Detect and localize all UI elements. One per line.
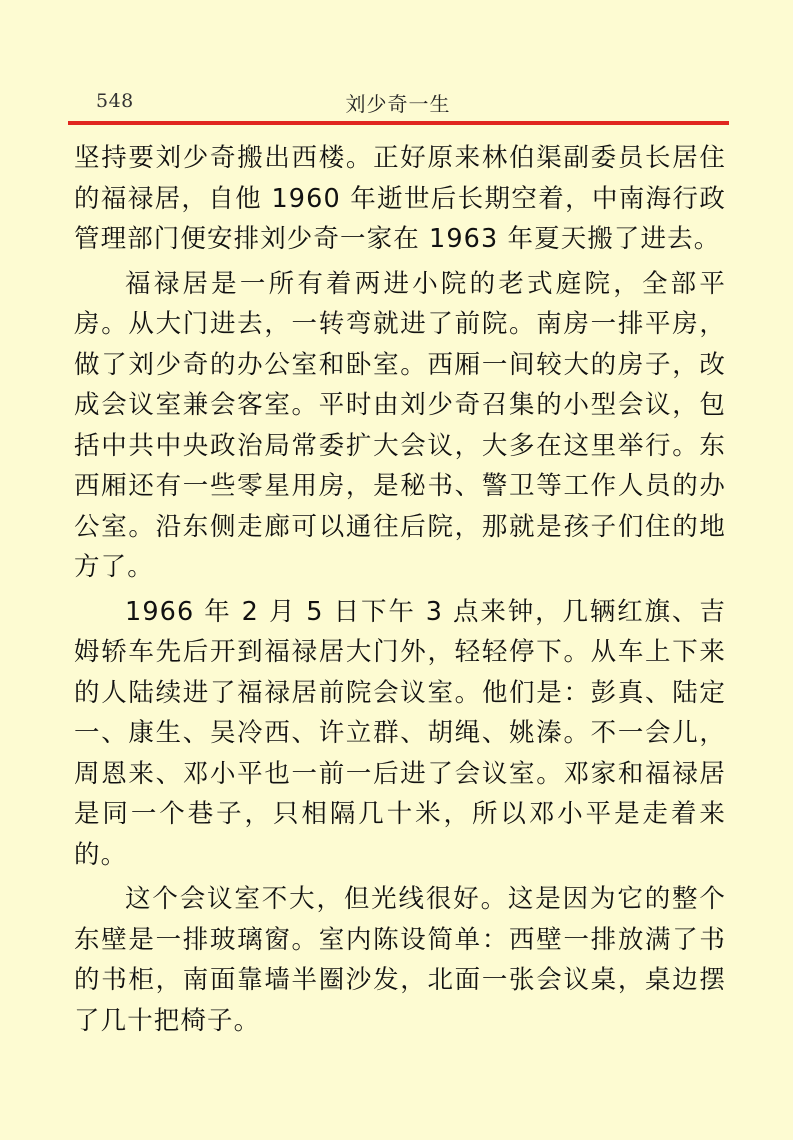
paragraph-meeting: 1966 年 2 月 5 日下午 3 点来钟，几辆红旗、吉姆轿车先后开到福禄居大门外，轻轻停下。从车上下来的人陆续进了福禄居前院会议室。他们是：彭真、陆定一、康生、吴冷西、许立群、胡绳、姚溱。不一会儿，周恩来、邓小平也一前一后进了会议室。邓家和福禄居是同一个巷子，只相隔几十米，所以邓小平是走着来的。 xyxy=(74,596,726,870)
paragraph-continuation: 坚持要刘少奇搬出西楼。正好原来林伯渠副委员长居住的福禄居，自他 1960 年逝世后长期空着，中南海行政管理部门便安排刘少奇一家在 1963 年夏天搬了进去。 xyxy=(74,143,726,254)
page-header xyxy=(68,86,728,120)
page-number: 548 xyxy=(96,90,134,112)
paragraph-room: 这个会议室不大，但光线很好。这是因为它的整个东壁是一排玻璃窗。室内陈设简单：西壁一排放满了书的书柜，南面靠墙半圈沙发，北面一张会议桌，桌边摆了几十把椅子。 xyxy=(74,884,726,1036)
paragraph-courtyard: 福禄居是一所有着两进小院的老式庭院，全部平房。从大门进去，一转弯就进了前院。南房一排平房，做了刘少奇的办公室和卧室。西厢一间较大的房子，改成会议室兼会客室。平时由刘少奇召集的小型会议，包括中共中央政治局常委扩大会议，大多在这里举行。东西厢还有一些零星用房，是秘书、警卫等工作人员的办公室。沿东侧走廊可以通往后院，那就是孩子们住的地方了。 xyxy=(74,268,726,582)
header-rule xyxy=(68,121,729,125)
body-text xyxy=(74,138,726,1045)
running-title: 刘少奇一生 xyxy=(345,92,451,116)
